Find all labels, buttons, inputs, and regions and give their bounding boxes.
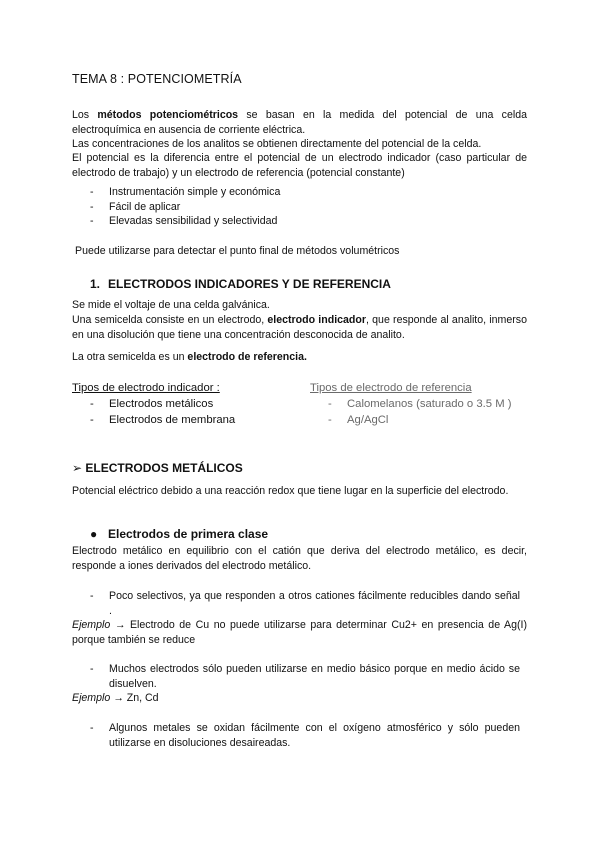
list-item: - Electrodos de membrana <box>90 414 236 426</box>
bold-term: electrodo de referencia. <box>187 351 307 363</box>
intro-text: se basan en la medida del potencial de una celda electroquímica en ausencia de corriente eléctrica. <box>72 109 527 136</box>
intro-paragraph-1 <box>72 108 527 137</box>
first-class-description: Electrodo metálico en equilibrio con el catión que deriva del electrodo metálico, es decir, responde a iones derivados del electrodo metálico. <box>72 545 527 572</box>
section-1-line-3: La otra semicelda es un electrodo de referencia. <box>72 351 307 363</box>
list-item: - Electrodos metálicos <box>90 398 214 410</box>
intro-paragraph-2: Las concentraciones de los analitos se obtienen directamente del potencial de la celda. <box>72 138 482 150</box>
list-item: - Fácil de aplicar <box>90 200 181 213</box>
intro-paragraph-3: El potencial es la diferencia entre el potencial de un electrodo indicador (caso particular de electrodo de trabajo) y un electrodo de referencia (potencial constante) <box>72 152 527 179</box>
list-item: - Calomelanos (saturado o 3.5 M ) <box>328 398 512 410</box>
intro-text: Los <box>72 109 98 121</box>
first-class-point-1: - Poco selectivos, ya que responden a otros cationes fácilmente reducibles dando señal . <box>90 590 520 617</box>
page-title: TEMA 8 : POTENCIOMETRÍA <box>72 72 242 86</box>
bullet-icon: ● <box>90 527 98 541</box>
indicator-types <box>72 380 292 428</box>
first-class-point-3: - Algunos metales se oxidan fácilmente con el oxígeno atmosférico y sólo pueden utilizarse en disoluciones desaireadas. <box>90 722 520 749</box>
metallic-heading: ➢ ELECTRODOS METÁLICOS <box>72 461 243 475</box>
metallic-description: Potencial eléctrico debido a una reacción redox que tiene lugar en la superficie del electrodo. <box>72 485 509 497</box>
first-class-point-2: - Muchos electrodos sólo pueden utilizarse en medio básico porque en medio ácido se disuelven. <box>90 663 520 690</box>
example-2: Ejemplo → Zn, Cd <box>72 692 159 704</box>
endpoint-note: Puede utilizarse para detectar el punto final de métodos volumétricos <box>75 245 400 257</box>
first-class-heading: ● Electrodos de primera clase <box>90 527 269 541</box>
reference-types-heading: Tipos de electrodo de referencia <box>310 382 472 394</box>
list-item: - Instrumentación simple y económica <box>90 186 281 198</box>
list-item: - Elevadas sensibilidad y selectividad <box>90 215 278 228</box>
list-item: - Ag/AgCl <box>328 414 389 426</box>
reference-types <box>310 380 550 428</box>
intro-bold-term: métodos potenciométricos <box>97 109 239 121</box>
bold-term: electrodo indicador <box>267 314 366 326</box>
section-1-line-1: Se mide el voltaje de una celda galvánica. <box>72 299 270 311</box>
section-1-heading: 1. ELECTRODOS INDICADORES Y DE REFERENCIA <box>90 277 391 291</box>
example-1: Ejemplo → Electrodo de Cu no puede utilizarse para determinar Cu2+ en presencia de Ag(I) porque también se reduce <box>72 619 528 646</box>
section-1-line-2: Una semicelda consiste en un electrodo, electrodo indicador, que responde al analito, inmerso en una disolución que tiene una concentración desconocida de analito. <box>72 314 527 341</box>
arrow-icon: ➢ <box>72 461 83 475</box>
indicator-types-heading: Tipos de electrodo indicador : <box>72 382 220 394</box>
advantages-list <box>90 185 520 229</box>
